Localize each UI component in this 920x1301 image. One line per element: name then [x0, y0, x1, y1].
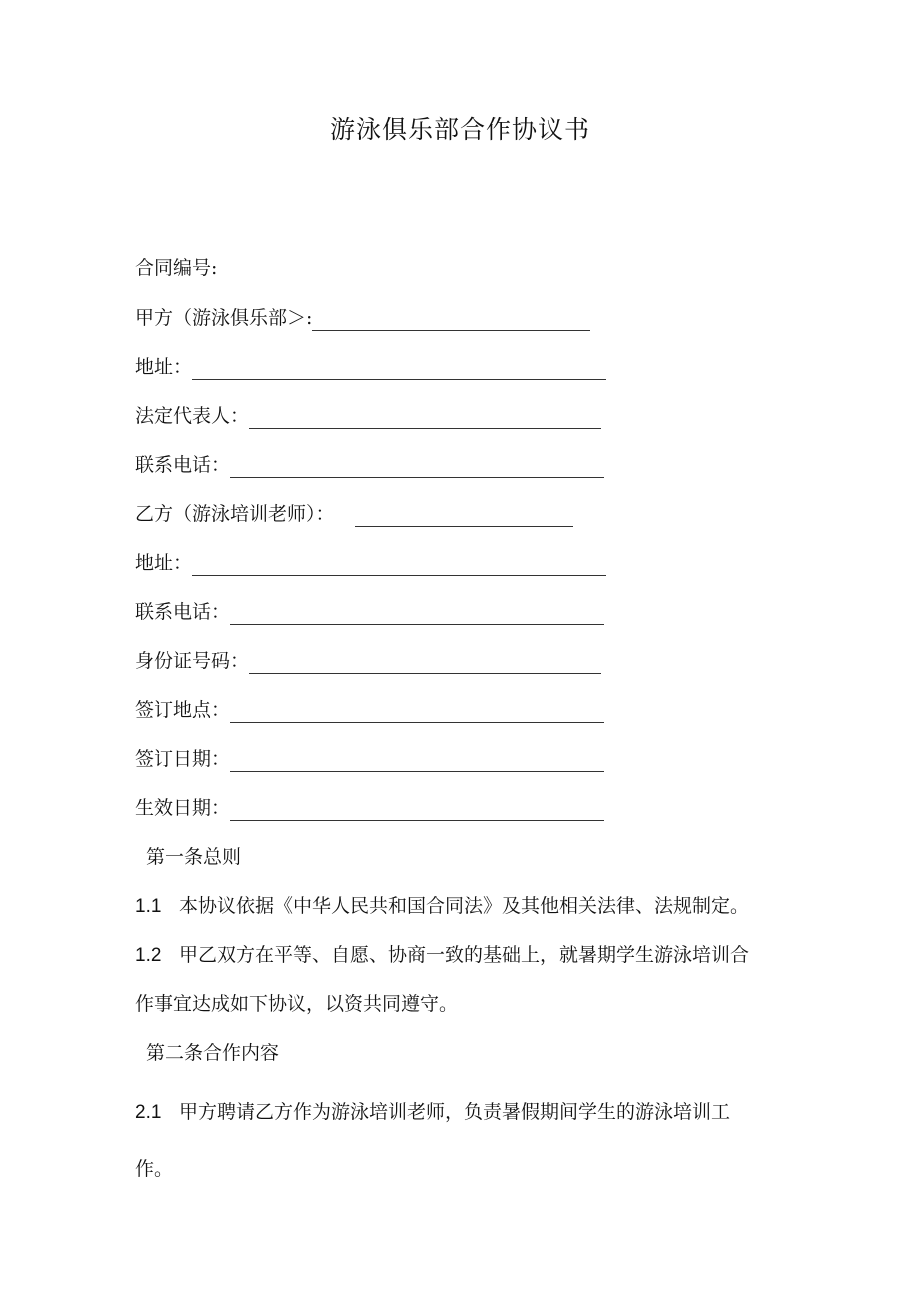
field-label: 生效日期： [135, 797, 231, 819]
field-signing-place [135, 697, 604, 723]
clause-text: 本协议依据《中华人民共和国合同法》及其他相关法律、法规制定。 [179, 895, 750, 917]
clause-number: 1.1 [135, 896, 162, 917]
blank-line[interactable] [230, 800, 604, 821]
field-label: 甲方（游泳俱乐部＞: [135, 307, 313, 329]
field-label: 联系电话： [135, 601, 231, 623]
clause-2-1-continued: 作。 [135, 1158, 174, 1180]
clause-1-2-continued: 作事宜达成如下协议，以资共同遵守。 [135, 993, 459, 1015]
field-party-a-phone [135, 452, 604, 478]
field-legal-representative [135, 403, 601, 429]
field-id-number [135, 648, 601, 674]
clause-number: 2.1 [135, 1102, 162, 1123]
field-party-b-phone [135, 599, 604, 625]
blank-line[interactable] [312, 310, 590, 331]
blank-line[interactable] [230, 751, 604, 772]
field-effective-date [135, 795, 604, 821]
clause-2-1 [135, 1099, 730, 1126]
field-label: 签订日期： [135, 748, 231, 770]
field-party-b-address [135, 550, 606, 576]
blank-line[interactable] [249, 653, 601, 674]
clause-1-2 [135, 942, 749, 969]
field-label: 地址： [135, 356, 193, 378]
blank-line[interactable] [192, 359, 606, 380]
clause-text: 甲方聘请乙方作为游泳培训老师，负责暑假期间学生的游泳培训工 [179, 1101, 731, 1123]
field-label: 乙方（游泳培训老师）： [135, 503, 335, 525]
field-label: 地址： [135, 552, 193, 574]
field-label: 签订地点： [135, 699, 231, 721]
blank-line[interactable] [230, 457, 604, 478]
document-title: 游泳俱乐部合作协议书 [329, 115, 590, 144]
blank-line[interactable] [230, 604, 604, 625]
section-heading-general: 第一条总则 [146, 846, 242, 868]
blank-line[interactable] [355, 506, 573, 527]
field-party-b [135, 501, 573, 527]
blank-line[interactable] [192, 555, 606, 576]
clause-number: 1.2 [135, 945, 162, 966]
blank-line[interactable] [249, 408, 601, 429]
field-party-a-address [135, 354, 606, 380]
blank-line[interactable] [230, 702, 604, 723]
field-label: 身份证号码： [135, 650, 250, 672]
field-signing-date [135, 746, 604, 772]
field-label: 联系电话： [135, 454, 231, 476]
clause-1-1 [135, 893, 749, 920]
field-label: 合同编号: [135, 257, 218, 279]
field-contract-number [135, 255, 217, 281]
field-label: 法定代表人： [135, 405, 250, 427]
clause-text: 甲乙双方在平等、自愿、协商一致的基础上，就暑期学生游泳培训合 [179, 944, 750, 966]
section-heading-cooperation: 第二条合作内容 [146, 1042, 280, 1064]
field-party-a [135, 305, 590, 331]
